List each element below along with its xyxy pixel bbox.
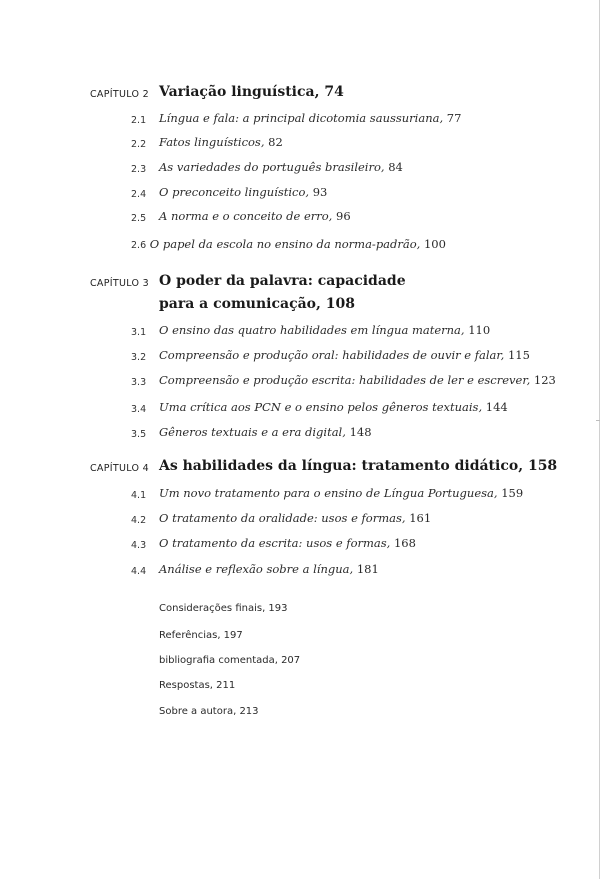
end-matter-item: bibliografia comentada, 207 bbox=[159, 655, 301, 666]
chapter-3-title-line2: para a comunicação, 108 bbox=[159, 296, 355, 312]
section-number: 4.4 bbox=[131, 566, 147, 577]
section-title: Língua e fala: a principal dicotomia saussuriana, 77 bbox=[159, 111, 462, 125]
section-page: 96 bbox=[336, 209, 351, 223]
section-number: 2.6 bbox=[131, 240, 147, 251]
section-title: As variedades do português brasileiro, 84 bbox=[159, 160, 403, 174]
section-number: 3.3 bbox=[131, 377, 147, 388]
section-number: 3.5 bbox=[131, 429, 147, 440]
end-matter-item: Sobre a autora, 213 bbox=[159, 706, 259, 717]
section-page: 82 bbox=[268, 135, 283, 149]
section-number: 2.4 bbox=[131, 189, 147, 200]
section-number: 3.2 bbox=[131, 352, 147, 363]
section-title: O papel da escola no ensino da norma-padrão, bbox=[149, 237, 421, 251]
section-title: A norma e o conceito de erro, 96 bbox=[159, 209, 351, 223]
section-page: 115 bbox=[507, 348, 530, 362]
section-title: O preconceito linguístico, 93 bbox=[159, 185, 328, 199]
section-title: Análise e reflexão sobre a língua, 181 bbox=[159, 562, 379, 576]
section-title: Compreensão e produção oral: habilidades de ouvir e falar, 115 bbox=[159, 348, 530, 362]
section-entry bbox=[131, 237, 446, 251]
section-page: 123 bbox=[533, 373, 556, 387]
end-matter-item: Respostas, 211 bbox=[159, 680, 236, 691]
section-number: 2.2 bbox=[131, 139, 147, 150]
section-number: 4.1 bbox=[131, 490, 147, 501]
chapter-4-title: As habilidades da língua: tratamento didático, 158 bbox=[159, 458, 558, 474]
section-page: 144 bbox=[485, 400, 508, 414]
section-title: Compreensão e produção escrita: habilidades de ler e escrever, 123 bbox=[159, 373, 556, 387]
section-number: 2.3 bbox=[131, 164, 147, 175]
section-page: 100 bbox=[423, 237, 446, 251]
section-title: Uma crítica aos PCN e o ensino pelos gêneros textuais, 144 bbox=[159, 400, 508, 414]
section-number: 3.1 bbox=[131, 327, 147, 338]
section-page: 93 bbox=[312, 185, 328, 199]
section-title: Fatos linguísticos, 82 bbox=[159, 135, 283, 149]
section-title: Um novo tratamento para o ensino de Língua Portuguesa, 159 bbox=[159, 486, 524, 500]
section-number: 2.1 bbox=[131, 115, 147, 126]
chapter-2-label: CAPÍTULO 2 bbox=[90, 89, 149, 100]
chapter-3-label: CAPÍTULO 3 bbox=[90, 278, 149, 289]
section-page: 181 bbox=[356, 562, 379, 576]
chapter-3-title-line1: O poder da palavra: capacidade bbox=[159, 273, 406, 289]
section-number: 4.3 bbox=[131, 540, 147, 551]
section-number: 4.2 bbox=[131, 515, 147, 526]
chapter-2-title: Variação linguística, 74 bbox=[159, 84, 344, 100]
end-matter-item: Considerações finais, 193 bbox=[159, 603, 288, 614]
section-page: 77 bbox=[446, 111, 462, 125]
section-page: 168 bbox=[393, 536, 416, 550]
end-matter-item: Referências, 197 bbox=[159, 630, 243, 641]
section-page: 159 bbox=[501, 486, 524, 500]
section-page: 161 bbox=[409, 511, 432, 525]
section-title: Gêneros textuais e a era digital, 148 bbox=[159, 425, 372, 439]
section-page: 84 bbox=[388, 160, 403, 174]
chapter-4-label: CAPÍTULO 4 bbox=[90, 463, 149, 474]
section-number: 3.4 bbox=[131, 404, 147, 415]
section-number: 2.5 bbox=[131, 213, 147, 224]
section-page: 110 bbox=[468, 323, 491, 337]
section-page: 148 bbox=[349, 425, 372, 439]
section-title: O tratamento da escrita: usos e formas, 168 bbox=[159, 536, 416, 550]
section-title: O tratamento da oralidade: usos e formas, 161 bbox=[159, 511, 432, 525]
section-title: O ensino das quatro habilidades em língua materna, 110 bbox=[159, 323, 491, 337]
